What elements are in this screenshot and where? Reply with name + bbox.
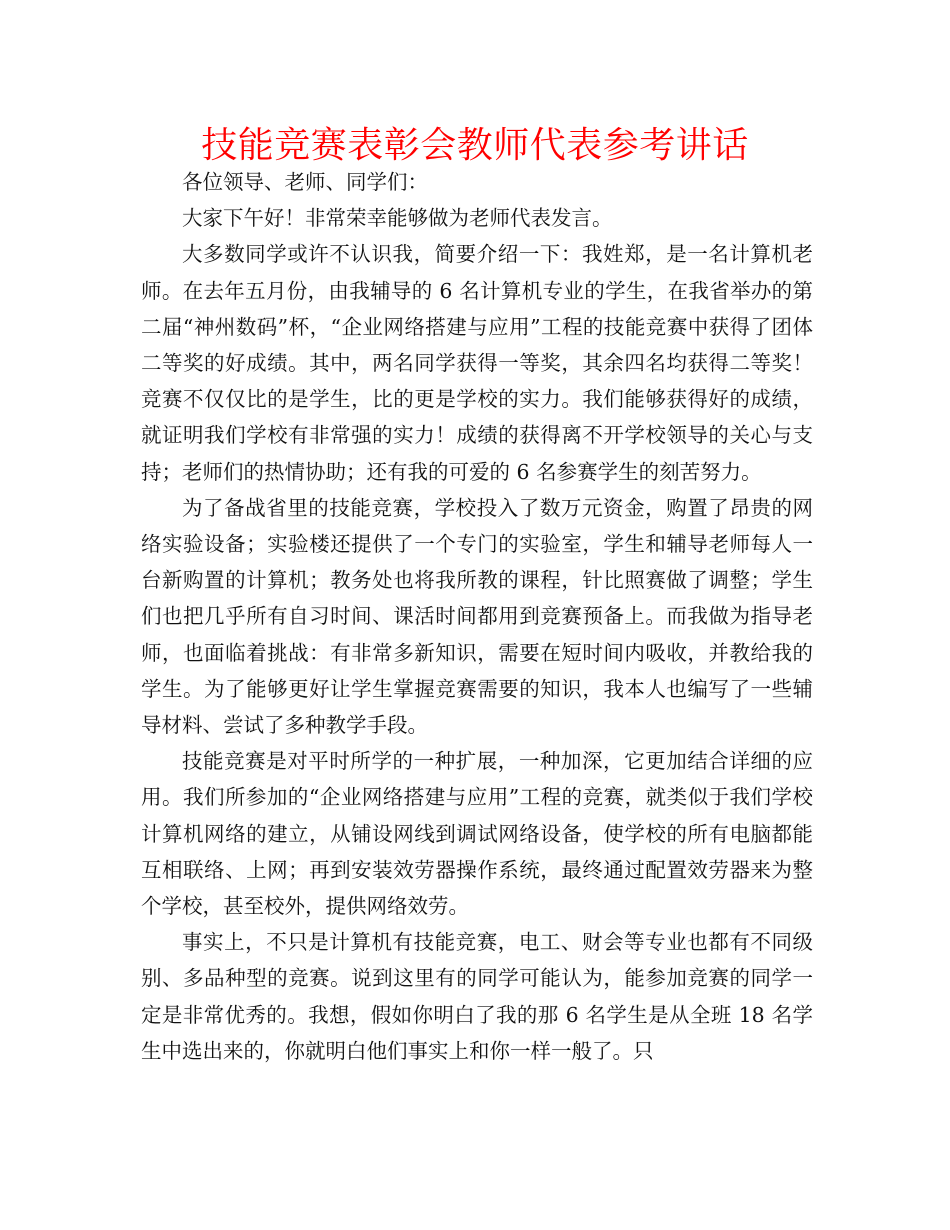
document-title: 技能竞赛表彰会教师代表参考讲话 (201, 125, 749, 166)
paragraph-preparation: 为了备战省里的技能竞赛，学校投入了数万元资金，购置了昂贵的网络实验设备；实验楼还提供了一个专门的实验室，学生和辅导老师每人一台新购置的计算机；教务处也将我所教的课程，针比照赛做了调整；学生们也把几乎所有自习时间、课活时间都用到竞赛预备上。而我做为指导老师，也面临着挑战：有非常多新知识，需要在短时间内吸收，并教给我的学生。为了能够更好让学生掌握竞赛需要的知识，我本人也编写了一些辅导材料、尝试了多种教学手段。 (141, 495, 813, 738)
paragraph-opening: 大家下午好！非常荣幸能够做为老师代表发言。 (182, 206, 613, 231)
paragraph-introduction: 大多数同学或许不认识我，简要介绍一下：我姓郑，是一名计算机老师。在去年五月份，由我辅导的 6 名计算机专业的学生，在我省举办的第二届“神州数码”杯，“企业网络搭建与应用”工程的技能竞赛中获得了团体二等奖的好成绩。其中，两名同学获得一等奖，其余四名均获得二等奖！竞赛不仅仅比的是学生，比的更是学校的实力。我们能够获得好的成绩，就证明我们学校有非常强的实力！成绩的获得离不开学校领导的关心与支持；老师们的热情协助；还有我的可爱的 6 名参赛学生的刻苦努力。 (141, 242, 813, 484)
document-body (141, 164, 813, 1069)
paragraph-encouragement: 事实上，不只是计算机有技能竞赛，电工、财会等专业也都有不同级别、多品种型的竞赛。说到这里有的同学可能认为，能参加竞赛的同学一定是非常优秀的。我想，假如你明白了我的那 6 名学生是从全班 18 名学生中选出来的，你就明白他们事实上和你一样一般了。只 (141, 930, 813, 1063)
paragraph-competition-meaning: 技能竞赛是对平时所学的一种扩展，一种加深，它更加结合详细的应用。我们所参加的“企业网络搭建与应用”工程的竞赛，就类似于我们学校计算机网络的建立，从铺设网线到调试网络设备，使学校的所有电脑都能互相联络、上网；再到安装效劳器操作系统，最终通过配置效劳器来为整个学校，甚至校外，提供网络效劳。 (141, 749, 813, 919)
paragraph-greeting: 各位领导、老师、同学们： (182, 170, 428, 194)
